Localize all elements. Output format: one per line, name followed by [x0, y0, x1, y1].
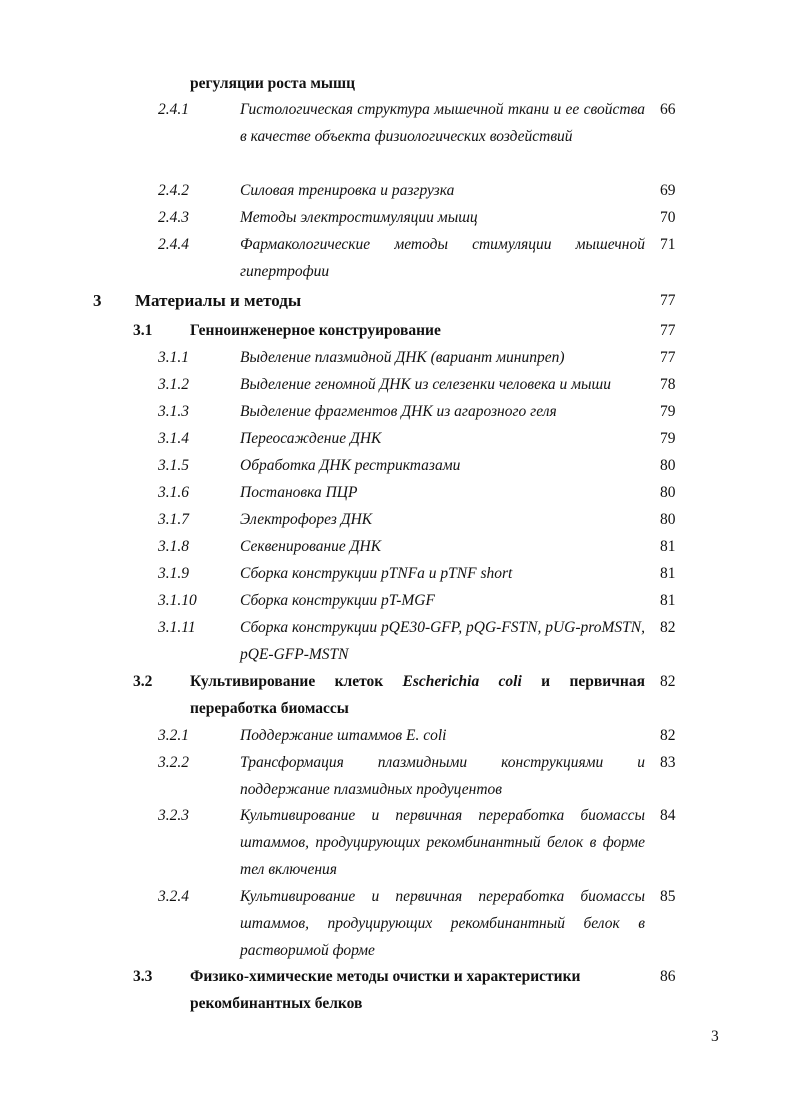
- toc-entry-title: Гистологическая структура мышечной ткани и ее свойства в качестве объекта физиологических воздействий: [240, 101, 645, 145]
- toc-entry-page: 83: [660, 754, 676, 771]
- toc-entry-page: 66: [660, 101, 676, 118]
- toc-entry-title: Материалы и методы: [135, 291, 302, 310]
- toc-entry-number: 2.4.3: [158, 209, 189, 226]
- toc-entry-page: 78: [660, 376, 676, 393]
- toc-entry-page: 77: [660, 322, 676, 339]
- title-part: и первичная переработка биомассы: [190, 673, 645, 717]
- toc-entry-number: 2.4.1: [158, 101, 189, 118]
- toc-entry-number: 3.3: [133, 968, 153, 985]
- toc-entry-page: 69: [660, 182, 676, 199]
- toc-entry-number: 3.2: [133, 673, 153, 690]
- title-italic-part: Escherichia coli: [402, 673, 522, 690]
- toc-entry-page: 82: [660, 619, 676, 636]
- toc-entry-title: Сборка конструкции pQE30-GFP, pQG-FSTN, pUG-proMSTN, pQE-GFP-MSTN: [240, 619, 645, 663]
- toc-entry-number: 2.4.4: [158, 236, 189, 253]
- toc-entry-title: Культивирование и первичная переработка биомассы штаммов, продуцирующих рекомбинантный белок в растворимой форме: [240, 888, 645, 959]
- toc-entry-title: Выделение геномной ДНК из селезенки человека и мыши: [240, 376, 611, 393]
- toc-entry-number: 3.1: [133, 322, 153, 339]
- toc-entry-number: 2.4.2: [158, 182, 189, 199]
- toc-entry-page: 80: [660, 484, 676, 501]
- toc-entry-number: 3.1.2: [158, 376, 189, 393]
- toc-entry-number: 3.1.7: [158, 511, 189, 528]
- toc-entry-number: 3.1.11: [158, 619, 196, 636]
- toc-entry-title: Выделение фрагментов ДНК из агарозного геля: [240, 403, 557, 420]
- toc-entry-page: 81: [660, 592, 676, 609]
- toc-entry-page: 81: [660, 565, 676, 582]
- toc-entry-title: Поддержание штаммов E. coli: [240, 727, 447, 744]
- toc-entry-title: Обработка ДНК рестриктазами: [240, 457, 461, 474]
- toc-continuation-text: регуляции роста мышц: [190, 75, 356, 92]
- toc-entry-page: 79: [660, 403, 676, 420]
- toc-entry-title: Физико-химические методы очистки и характеристики рекомбинантных белков: [190, 968, 581, 1012]
- toc-entry-title: Культивирование и первичная переработка биомассы штаммов, продуцирующих рекомбинантный белок в форме тел включения: [240, 807, 645, 878]
- toc-entry-title: Фармакологические методы стимуляции мышечной гипертрофии: [240, 236, 645, 280]
- toc-entry-title: Методы электростимуляции мышц: [240, 209, 478, 226]
- toc-entry-title: Выделение плазмидной ДНК (вариант минипреп): [240, 349, 565, 366]
- toc-entry-number: 3.1.9: [158, 565, 189, 582]
- toc-entry-number: 3.1.5: [158, 457, 189, 474]
- toc-entry-page: 79: [660, 430, 676, 447]
- toc-entry-title: Генноинженерное конструирование: [190, 322, 441, 339]
- toc-entry-page: 71: [660, 236, 676, 253]
- toc-entry-title: Трансформация плазмидными конструкциями и поддержание плазмидных продуцентов: [240, 754, 645, 798]
- toc-entry-title: Сборка конструкции pT-MGF: [240, 592, 435, 609]
- toc-entry-number: 3.2.2: [158, 754, 189, 771]
- toc-entry-number: 3.1.8: [158, 538, 189, 555]
- toc-entry-page: 80: [660, 511, 676, 528]
- toc-entry-title: Постановка ПЦР: [240, 484, 358, 501]
- toc-entry-number: 3.2.4: [158, 888, 189, 905]
- toc-entry-title: Переосаждение ДНК: [240, 430, 382, 447]
- toc-entry-page: 85: [660, 888, 676, 905]
- toc-entry-title: [190, 668, 645, 722]
- toc-entry-number: 3.1.10: [158, 592, 197, 609]
- toc-entry-title: Секвенирование ДНК: [240, 538, 382, 555]
- toc-entry-page: 82: [660, 727, 676, 744]
- toc-entry-page: 86: [660, 968, 676, 985]
- toc-entry-number: 3.1.1: [158, 349, 189, 366]
- toc-entry-page: 81: [660, 538, 676, 555]
- toc-entry-title: Электрофорез ДНК: [240, 511, 373, 528]
- toc-entry-title: Силовая тренировка и разгрузка: [240, 182, 455, 199]
- toc-entry-page: 80: [660, 457, 676, 474]
- toc-entry-number: 3.1.6: [158, 484, 189, 501]
- toc-entry-page: 77: [660, 292, 676, 309]
- toc-entry-number: 3.1.4: [158, 430, 189, 447]
- page-number: 3: [711, 1028, 719, 1045]
- toc-entry-number: 3: [93, 291, 102, 310]
- toc-entry-page: 82: [660, 673, 676, 690]
- toc-entry-page: 70: [660, 209, 676, 226]
- title-part: Культивирование клеток: [190, 673, 403, 690]
- toc-entry-number: 3.1.3: [158, 403, 189, 420]
- toc-entry-page: 77: [660, 349, 676, 366]
- toc-entry-title: Сборка конструкции pTNFa и pTNF short: [240, 565, 513, 582]
- toc-entry-number: 3.2.1: [158, 727, 189, 744]
- toc-entry-number: 3.2.3: [158, 807, 189, 824]
- toc-entry-page: 84: [660, 807, 676, 824]
